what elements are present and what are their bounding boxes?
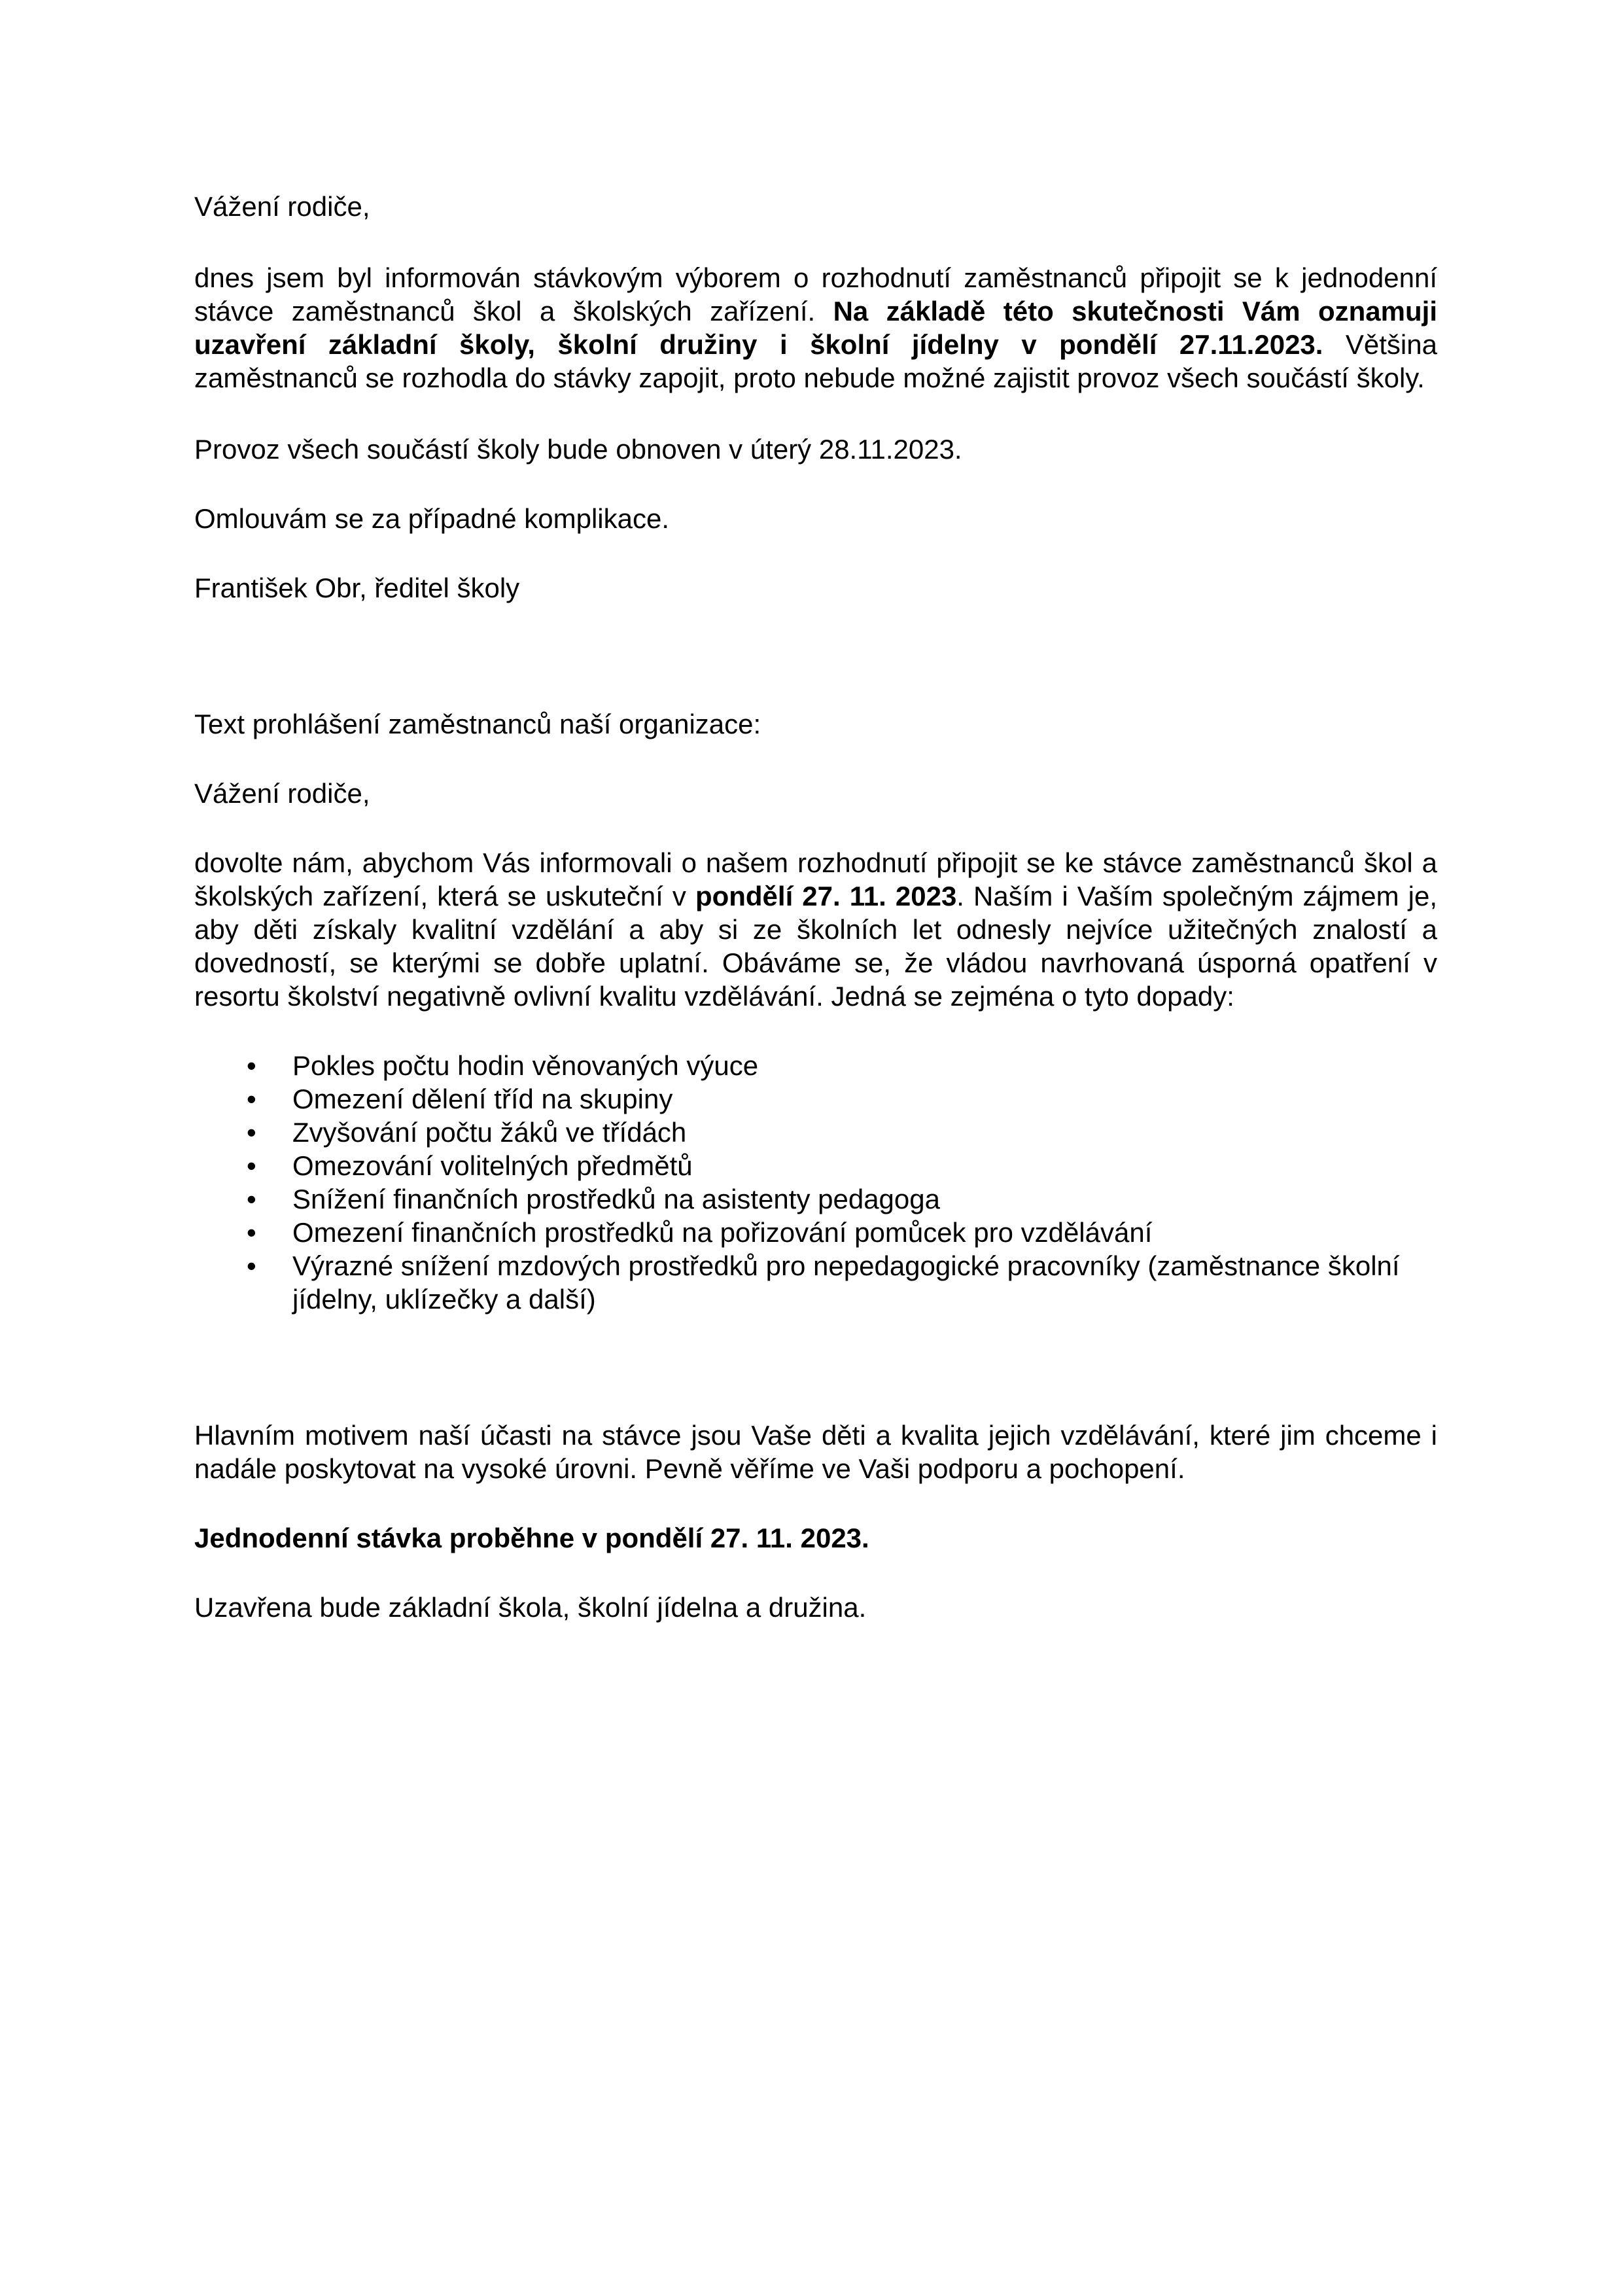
bullet-icon: • [247, 1184, 256, 1214]
list-item [194, 1049, 1437, 1082]
letter-announcement-text-end: Většina zaměstnanců se rozhodla do stávky zapojit, proto nebude možné zajistit provoz všech součástí školy. [194, 329, 1437, 393]
declaration-greeting: Vážení rodiče, [194, 778, 370, 809]
bullet-icon: • [247, 1050, 256, 1081]
list-item [194, 1116, 1437, 1149]
bullet-icon: • [247, 1217, 256, 1248]
list-item-text: Snížení finančních prostředků na asistenty pedagoga [292, 1184, 940, 1214]
letter-paragraph-reopening: Provoz všech součástí školy bude obnoven v úterý 28.11.2023. [194, 434, 962, 465]
list-item-text: Zvyšování počtu žáků ve třídách [292, 1117, 687, 1148]
list-item-text: Omezení dělení tříd na skupiny [292, 1084, 673, 1114]
list-item [194, 1149, 1437, 1182]
closure-notice: Uzavřena bude základní škola, školní jídelna a družina. [194, 1592, 867, 1623]
document-page [194, 190, 1437, 1624]
strike-date-notice [194, 1521, 1437, 1555]
declaration-paragraph-motive: Hlavním motivem naší účasti na stávce jsou Vaše děti a kvalita jejich vzdělávání, které jim chceme i nadále poskytovat na vysoké úrovni. Pevně věříme ve Vaši podporu a pochopení. [194, 1420, 1437, 1484]
list-item-text: Omezování volitelných předmětů [292, 1150, 693, 1181]
list-item [194, 1216, 1437, 1249]
letter-greeting: Vážení rodiče, [194, 191, 370, 222]
declaration-main-text-start: dovolte nám, abychom Vás informovali o našem rozhodnutí připojit se ke stávce zaměstnanců škol a školských zařízení, která se uskuteční v [194, 847, 1437, 911]
bullet-icon: • [247, 1117, 256, 1148]
list-item-text: Pokles počtu hodin věnovaných výuce [292, 1050, 759, 1081]
letter-paragraph-announcement [194, 261, 1437, 395]
letter-announcement-bold: Na základě této skutečnosti Vám oznamuji uzavření základní školy, školní družiny i školní jídelny v pondělí 27.11.2023. [194, 296, 1438, 360]
strike-date-notice-bold: Jednodenní stávka proběhne v pondělí 27. 11. 2023. [194, 1523, 869, 1553]
list-item [194, 1182, 1437, 1216]
bullet-icon: • [247, 1250, 256, 1281]
letter-signature: František Obr, ředitel školy [194, 573, 520, 603]
declaration-intro: Text prohlášení zaměstnanců naší organizace: [194, 709, 761, 739]
declaration-paragraph-main [194, 846, 1437, 1013]
list-item [194, 1249, 1437, 1316]
bullet-icon: • [247, 1150, 256, 1181]
letter-paragraph-apology: Omlouvám se za případné komplikace. [194, 503, 669, 534]
declaration-main-bold-date: pondělí 27. 11. 2023 [695, 881, 957, 911]
impacts-list [194, 1049, 1437, 1316]
bullet-icon: • [247, 1084, 256, 1114]
list-item [194, 1082, 1437, 1116]
letter-announcement-text-start: dnes jsem byl informován stávkovým výborem o rozhodnutí zaměstnanců připojit se k jednodenní stávce zaměstnanců škol a školských zařízení. [194, 262, 1437, 327]
list-item-text: Omezení finančních prostředků na pořizování pomůcek pro vzdělávání [292, 1217, 1153, 1248]
declaration-main-text-end: . Naším i Vaším společným zájmem je, aby děti získaly kvalitní vzdělání a aby si ze školních let odnesly nejvíce užitečných znalostí a dovedností, se kterými se dobře uplatní. Obáváme se, že vládou navrhovaná úsporná opatření v resortu školství negativně ovlivní kvalitu vzdělávání. Jedná se zejména o tyto dopady: [194, 881, 1437, 1012]
list-item-text: Výrazné snížení mzdových prostředků pro nepedagogické pracovníky (zaměstnance školní jídelny, uklízečky a další) [292, 1250, 1400, 1315]
